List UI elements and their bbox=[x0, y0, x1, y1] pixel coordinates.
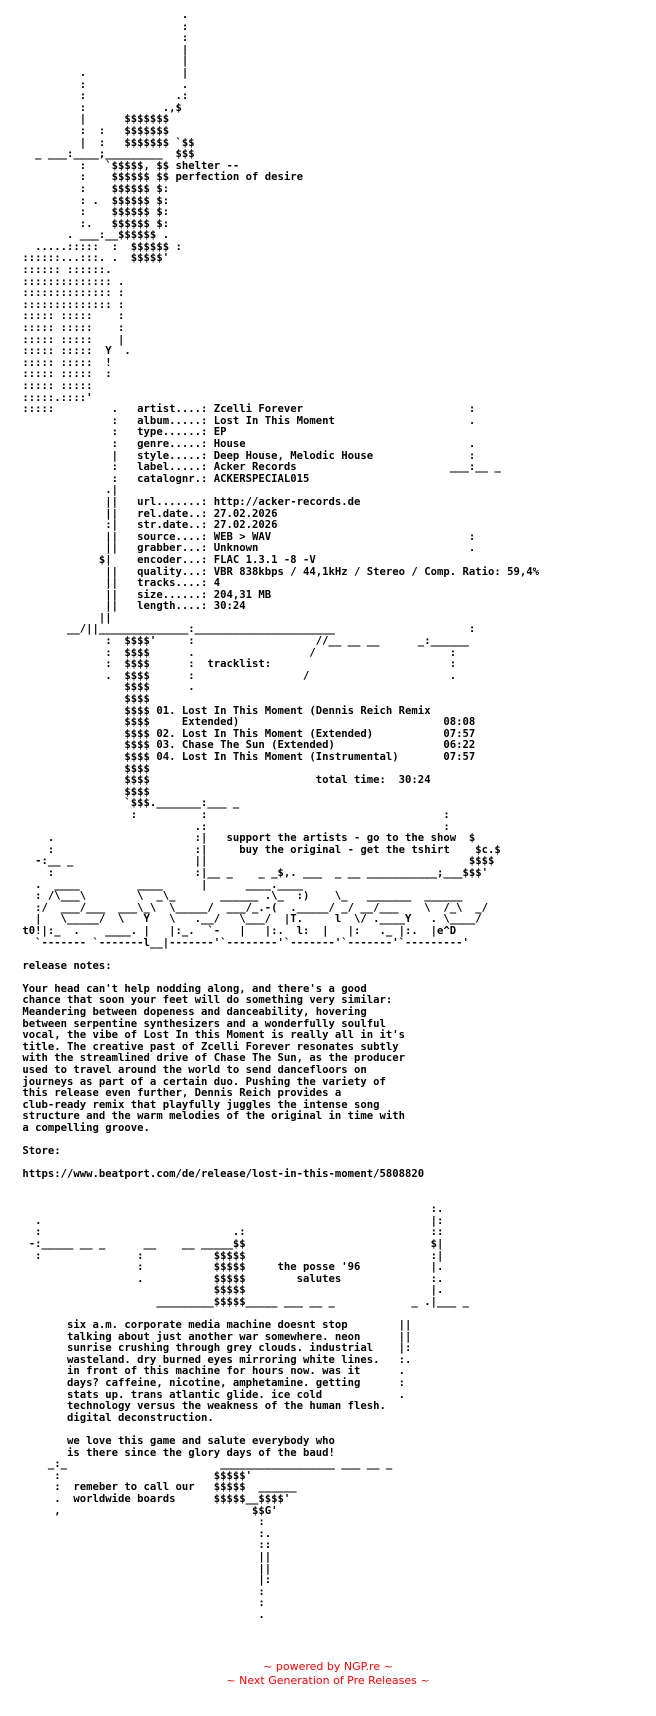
nfo-text: . : : | | . | : . : .: : .,$ | $$$$$$$ : : $$$$$$$ | : $$$$$$$ `$$ _ ___:____;_________ $$$ : `$$$$$, $$ shelter -- : $$$$$$ $$ perfection of desire : $$$$$$ $: : . $$$$$$ $: : $$$$$$ $: :. $$$$$$ $: . ___:__$$$$$$ . .....::::: : $$$$$$ : ::::::...:::. . $$$$$' :::::: ::::::. :::::::::::::: . :::::::::::::: : :::::::::::::: : ::::: ::::: : ::::: ::::: : ::::: ::::: | ::::: ::::: Y . ::::: ::::: ! ::::: ::::: : ::::: ::::: :::::.::::' ::::: . artist....: Zcelli Forever : : album.....: Lost In This Moment . : type......: EP : genre.....: House . | style.....: Deep House, Melodic House : : label.....: Acker Records ___:__ _ : catalognr.: ACKERSPECIAL015 .| || url.......: http://acker-records.de || rel.date..: 27.02.2026 :| str.date..: 27.02.2026 || source....: WEB > WAV : || grabber...: Unknown . $| encoder...: FLAC 1.3.1 -8 -V || quality...: VBR 838kbps / 44,1kHz / Stereo / Comp. Ratio: 59,4% || tracks....: 4 || size......: 204,31 MB || length....: 30:24 || __/||______________:______________________ : : $$$$' : //__ __ __ _:______ : $$$$ . / : : $$$$ : tracklist: : . $$$$ : / . $$$$ . $$$$ $$$$ 01. Lost In This Moment (Dennis Reich Remix $$$$ Extended) 08:08 $$$$ 02. Lost In This Moment (Extended) 07:57 $$$$ 03. Chase The Sun (Extended) 06:22 $$$$ 04. Lost In This Moment (Instrumental) 07:57 $$$$ $$$$ total time: 30:24 $$$$ `$$$._______:___ _ : : : .: : . :| support the artists - go to the show $ : :| buy the original - get the tshirt $c.$ -:__ _ || $$$$ : :|__ _ _ _$,. ___ _ __ ___________;___$$$' . ____ ____ | ____.____ : /\___\ \ _\_ ______ .\_ :) \_ _______ ______ :/ ___/___ ___\_\ \_____/ ___/_.-( ._____/ _/ __/___ \ /_\ _/ | \_____/ \ Y \ .__/ \___/ |T. l \/ .____Y . \____/ t0!|:_ . ____. | |:_. `- | |:. l: | |: ._ |:. |e^D `------- `-------l__|-------'`--------'`-------'`-------'`---------' release notes: Your head can't help nodding along, and there's a good chance that soon your feet will do something very similar: Meandering between dopeness and danceability, hovering between serpentine synthesizers and a wonderfully soulful vocal, the vibe of Lost In this Moment is really all in it's title. The creative past of Zcelli Forever resonates subtly with the streamlined drive of Chase The Sun, as the producer used to travel around the world to send dancefloors on journeys as part of a certain duo. Pushing the variety of this release even further, Dennis Reich provides a club-ready remix that playfully juggles the intense song structure and the warm melodies of the original in time with a compelling groove. Store: https://www.beatport.com/de/release/lost-in-this-moment/5808820 :. . |: : .: :: -:_____ __ _ __ __ _____$$ $| : : $$$$$ :| : $$$$$ the posse '96 |. . $$$$$ salutes :. $$$$$ |. _________$$$$$_____ ___ __ _ _ .|___ _ six a.m. corporate media machine doesnt stop || talking about just another war somewhere. neon || sunrise crushing through grey clouds. industrial |: wasteland. dry burned eyes mirroring white lines. :. in front of this machine for hours now. was it . days? caffeine, nicotine, amphetamine. getting : stats up. trans atlantic glide. ice cold . technology versus the weakness of the human flesh. digital deconstruction. we love this game and salute everybody who is there since the glory days of the baud! _:_ __________________ ___ __ _ : $$$$$' : remeber to call our $$$$$ ______ . worldwide boards $$$$$__$$$$' , $$G' : :. :: || || |: : : . bbox=[22, 9, 539, 1621]
footer-tagline: ~ Next Generation of Pre Releases ~ bbox=[226, 1674, 430, 1687]
footer bbox=[0, 1660, 656, 1688]
footer-powered-by: ~ powered by NGP.re ~ bbox=[263, 1660, 393, 1673]
